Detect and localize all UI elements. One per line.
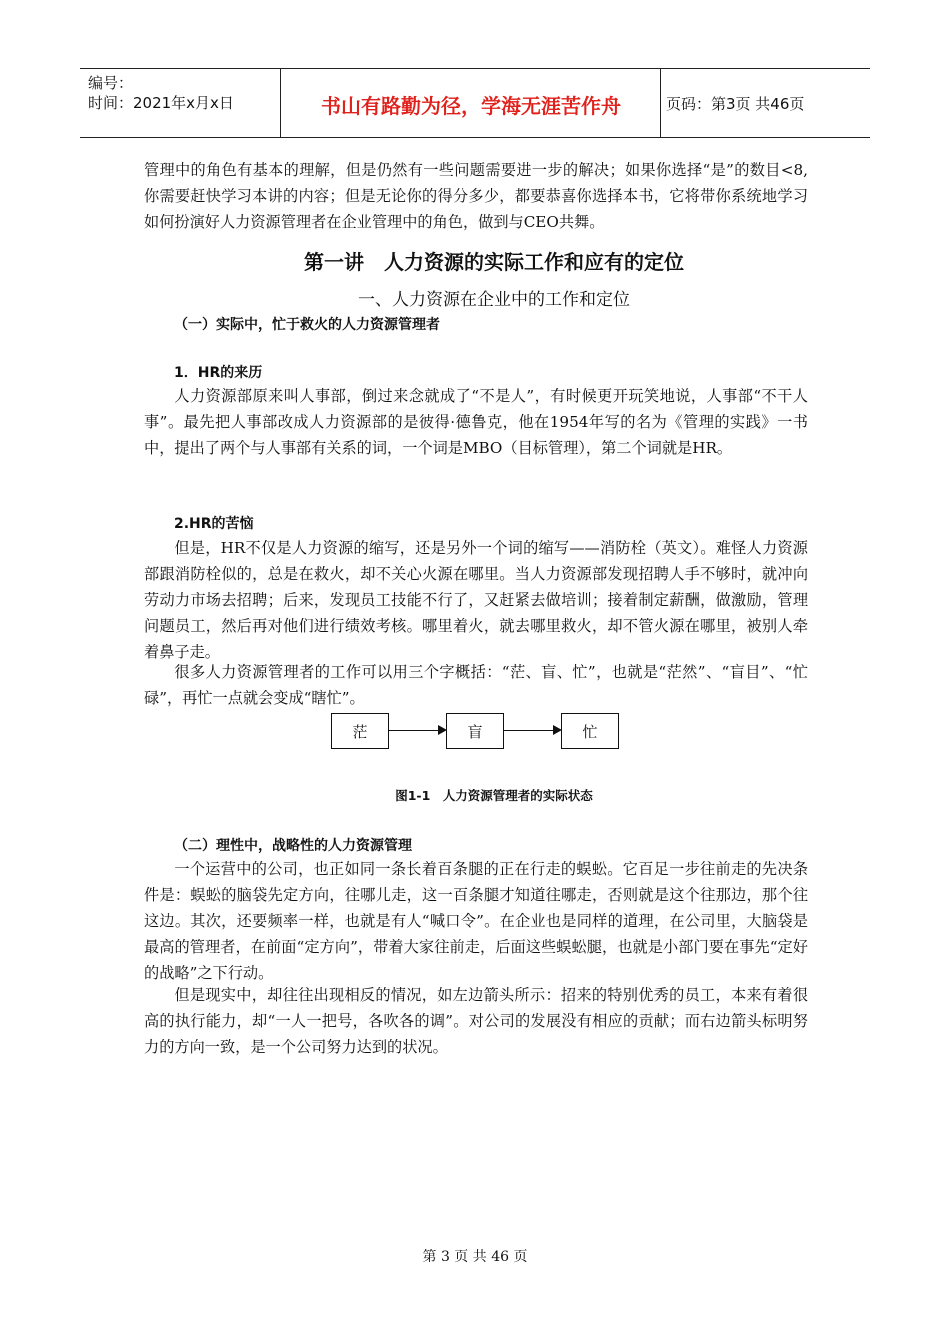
header-divider bbox=[280, 69, 281, 137]
subsection-paragraph-2a: 一个运营中的公司，也正如同一条长着百条腿的正在行走的蜈蚣。它百足一步往前走的先决条件是：蜈蚣的脑袋先定方向，往哪儿走，这一百条腿才知道往哪走，否则就是这个往那边，那个往这边。其次，还要频率一样，也就是有人“喊口令”。在企业也是同样的道理，在公司里，大脑袋是最高的管理者，在前面“定方向”，带着大家往前走，后面这些蜈蚣腿，也就是小部门要在事先“定好的战略”之下行动。 bbox=[144, 860, 808, 982]
diagram-arrow-2 bbox=[504, 730, 560, 731]
diagram-arrow-1 bbox=[389, 730, 445, 731]
diagram-box-3: 忙 bbox=[561, 713, 619, 749]
diagram-box-2: 盲 bbox=[446, 713, 504, 749]
code-label: 编号： bbox=[88, 74, 134, 92]
subsection-title-1: （一）实际中，忙于救火的人力资源管理者 bbox=[174, 317, 440, 333]
header-divider bbox=[660, 69, 661, 137]
subsection-title-2: （二）理性中，战略性的人力资源管理 bbox=[174, 838, 412, 854]
subsection-paragraph-2b: 但是现实中，却往往出现相反的情况，如左边箭头所示：招来的特别优秀的员工，本来有着很高的执行能力，却“一人一把号，各吹各的调”。对公司的发展没有相应的贡献；而右边箭头标明努力的方向一致，是一个公司努力达到的状况。 bbox=[144, 986, 808, 1056]
lecture-title: 第一讲 人力资源的实际工作和应有的定位 bbox=[304, 250, 684, 274]
page-footer: 第 3 页 共 46 页 bbox=[422, 1249, 528, 1265]
item-title-1: 1．HR的来历 bbox=[174, 365, 263, 381]
date-label: 时间：2021年x月x日 bbox=[88, 94, 234, 112]
item-paragraph-2a: 但是，HR不仅是人力资源的缩写，还是另外一个词的缩写——消防栓（英文）。难怪人力资源部跟消防栓似的，总是在救火，却不关心火源在哪里。当人力资源部发现招聘人手不够时，就冲向劳动力市场去招聘；后来，发现员工技能不行了，又赶紧去做培训；接着制定薪酬，做激励，管理问题员工，然后再对他们进行绩效考核。哪里着火，就去哪里救火，却不管火源在哪里，被别人牵着鼻子走。 bbox=[144, 539, 808, 661]
page-header bbox=[80, 68, 870, 138]
item-paragraph-1: 人力资源部原来叫人事部，倒过来念就成了“不是人”，有时候更开玩笑地说，人事部“不干人事”。最先把人事部改成人力资源部的是彼得·德鲁克，他在1954年写的名为《管理的实践》一书中，提出了两个与人事部有关系的词，一个词是MBO（目标管理），第二个词就是HR。 bbox=[144, 387, 808, 457]
header-meta bbox=[88, 73, 234, 113]
header-motto: 书山有路勤为径，学海无涯苦作舟 bbox=[321, 94, 621, 118]
header-page-label: 页码：第3页 共46页 bbox=[666, 95, 805, 113]
item-paragraph-2b: 很多人力资源管理者的工作可以用三个字概括：“茫、盲、忙”，也就是“茫然”、“盲目”、“忙碌”，再忙一点就会变成“瞎忙”。 bbox=[144, 663, 808, 707]
figure-caption: 图1-1 人力资源管理者的实际状态 bbox=[395, 788, 593, 803]
intro-paragraph: 管理中的角色有基本的理解，但是仍然有一些问题需要进一步的解决；如果你选择“是”的数目<8,你需要赶快学习本讲的内容；但是无论你的得分多少，都要恭喜你选择本书，它将带你系统地学习如何扮演好人力资源管理者在企业管理中的角色，做到与CEO共舞。 bbox=[144, 161, 808, 231]
diagram-box-1: 茫 bbox=[331, 713, 389, 749]
section-title: 一、人力资源在企业中的工作和定位 bbox=[358, 290, 630, 310]
item-title-2: 2.HR的苦恼 bbox=[174, 516, 254, 532]
